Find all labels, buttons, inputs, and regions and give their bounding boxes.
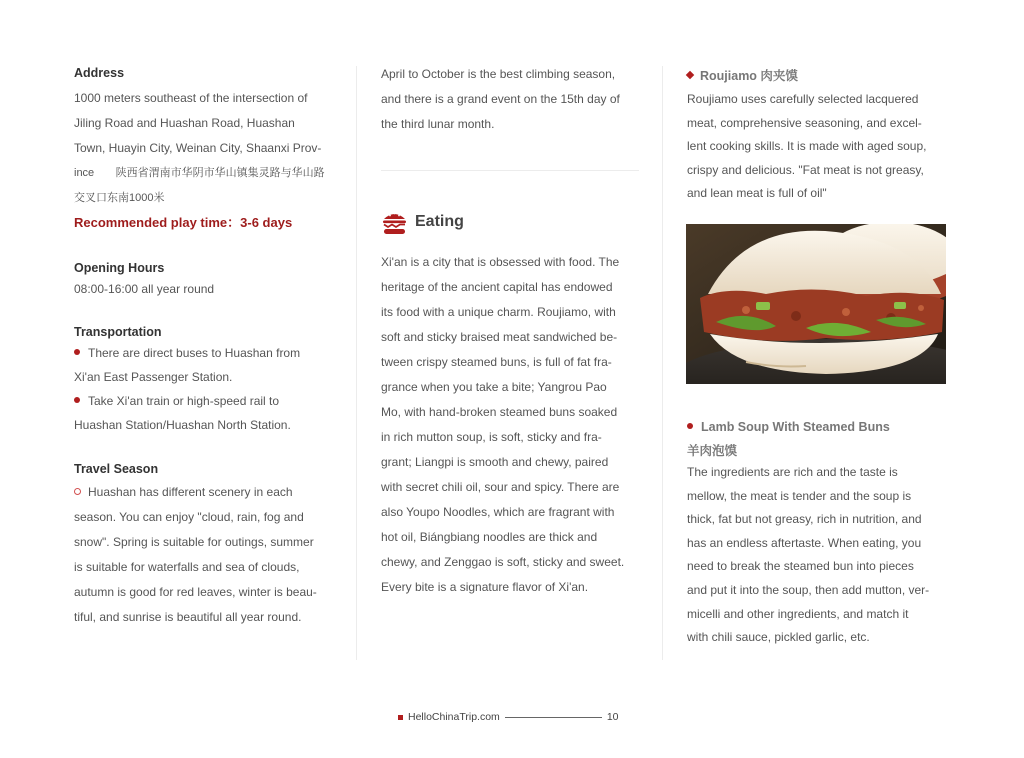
roujiamo-title-text: Roujiamo 肉夹馍 <box>700 69 798 83</box>
address-line: 交叉口东南1000米 <box>74 192 165 204</box>
burger-icon <box>381 208 408 236</box>
roujiamo-line: meat, comprehensive seasoning, and excel- <box>687 115 922 130</box>
lamb-soup-title <box>687 420 946 434</box>
address-heading: Address <box>74 66 125 80</box>
season-line: tiful, and sunrise is beautiful all year round. <box>74 610 302 624</box>
roujiamo-line: and lean meat is full of oil" <box>687 186 827 201</box>
transport-text: Xi'an East Passenger Station. <box>74 370 233 384</box>
season-line: autumn is good for red leaves, winter is beau- <box>74 585 317 599</box>
climbing-season-text <box>381 62 639 137</box>
sun-icon <box>74 488 81 495</box>
transport-text: Take Xi'an train or high-speed rail to <box>88 394 280 408</box>
roujiamo-title <box>687 66 946 84</box>
eating-line: also Youpo Noodles, which are fragrant with <box>381 505 615 519</box>
bullet-icon <box>74 397 80 403</box>
address-line: ince 陕西省渭南市华阴市华山镇集灵路与华山路 <box>74 167 325 179</box>
lamb-soup-text <box>687 461 946 650</box>
eating-title: Eating <box>415 213 464 230</box>
eating-line: in rich mutton soup, is soft, sticky and fra- <box>381 430 602 444</box>
eating-line: tween crispy steamed buns, is full of fat fra- <box>381 355 612 369</box>
intro-line: April to October is the best climbing season, <box>381 67 616 81</box>
eating-line: chewy, and Zenggao is soft, sticky and sweet. <box>381 555 625 569</box>
roujiamo-text <box>687 88 946 206</box>
eating-heading <box>381 208 464 236</box>
lamb-line: with chili sauce, pickled garlic, etc. <box>687 630 870 645</box>
transportation-heading: Transportation <box>74 325 162 339</box>
season-line: Huashan has different scenery in each <box>88 485 293 499</box>
address-line: 1000 meters southeast of the intersection of <box>74 91 308 105</box>
lamb-line: thick, fat but not greasy, rich in nutrition, and <box>687 512 922 527</box>
eating-line: with secret chili oil, sour and spicy. There are <box>381 480 620 494</box>
roujiamo-line: Roujiamo uses carefully selected lacquered <box>687 92 919 106</box>
travel-season-text <box>74 480 333 630</box>
lamb-soup-title-text: Lamb Soup With Steamed Buns <box>701 420 890 434</box>
roujiamo-photo <box>686 224 946 384</box>
column-middle <box>381 62 639 137</box>
address-line: Town, Huayin City, Weinan City, Shaanxi Prov- <box>74 141 322 155</box>
column-divider <box>356 66 357 660</box>
eating-line: grance when you take a bite; Yangrou Pao <box>381 380 607 394</box>
season-line: snow". Spring is suitable for outings, summer <box>74 535 314 549</box>
column-right <box>687 62 946 206</box>
lamb-line: mellow, the meat is tender and the soup is <box>687 488 912 503</box>
eating-line: hot oil, Biángbiang noodles are thick and <box>381 530 598 544</box>
bullet-icon <box>74 349 80 355</box>
bullet-icon <box>687 423 693 429</box>
opening-hours-text: 08:00-16:00 all year round <box>74 282 215 296</box>
recommended-play-time: Recommended play time：3-6 days <box>74 215 293 230</box>
diamond-bullet-icon <box>686 71 694 79</box>
page-footer <box>398 711 619 723</box>
lamb-line: and put it into the soup, then add mutton, ver- <box>687 582 930 597</box>
eating-text <box>381 250 639 600</box>
lamb-soup-section <box>687 420 946 650</box>
eating-paragraph <box>381 250 639 600</box>
eating-line: Mo, with hand-broken steamed buns soaked <box>381 405 618 419</box>
eating-line: Every bite is a signature flavor of Xi'an. <box>381 580 589 594</box>
eating-line: its food with a unique charm. Roujiamo, with <box>381 305 616 319</box>
intro-line: and there is a grand event on the 15th day of <box>381 92 620 106</box>
roujiamo-line: lent cooking skills. It is made with aged soup, <box>687 139 927 154</box>
eating-line: grant; Liangpi is smooth and chewy, paired <box>381 455 609 469</box>
lamb-line: micelli and other ingredients, and match it <box>687 606 909 621</box>
travel-season-heading: Travel Season <box>74 462 159 476</box>
lamb-soup-title-cn: 羊肉泡馍 <box>687 444 738 458</box>
intro-line: the third lunar month. <box>381 117 495 131</box>
eating-line: heritage of the ancient capital has endowed <box>381 280 613 294</box>
address-text <box>74 86 333 211</box>
column-left <box>74 62 333 630</box>
column-divider <box>662 66 663 660</box>
footer-site-link[interactable]: HelloChinaTrip.com <box>408 711 500 723</box>
roujiamo-image <box>686 224 946 384</box>
eating-line: soft and sticky braised meat sandwiched be- <box>381 330 618 344</box>
opening-hours-heading: Opening Hours <box>74 261 165 275</box>
season-line: is suitable for waterfalls and sea of clouds, <box>74 560 300 574</box>
lamb-line: The ingredients are rich and the taste is <box>687 465 898 479</box>
eating-line: Xi'an is a city that is obsessed with food. The <box>381 255 620 269</box>
lamb-line: has an endless aftertaste. When eating, you <box>687 535 922 550</box>
roujiamo-line: crispy and delicious. "Fat meat is not greasy, <box>687 162 924 177</box>
footer-square-icon <box>398 715 403 720</box>
address-line: Jiling Road and Huashan Road, Huashan <box>74 116 295 130</box>
lamb-line: need to break the steamed bun into pieces <box>687 559 914 574</box>
section-divider <box>381 170 639 171</box>
season-line: season. You can enjoy "cloud, rain, fog and <box>74 510 304 524</box>
footer-rule <box>505 717 602 718</box>
transport-text: There are direct buses to Huashan from <box>88 346 301 360</box>
page-number: 10 <box>606 711 619 723</box>
transport-item <box>74 341 333 437</box>
transport-text: Huashan Station/Huashan North Station. <box>74 418 291 432</box>
